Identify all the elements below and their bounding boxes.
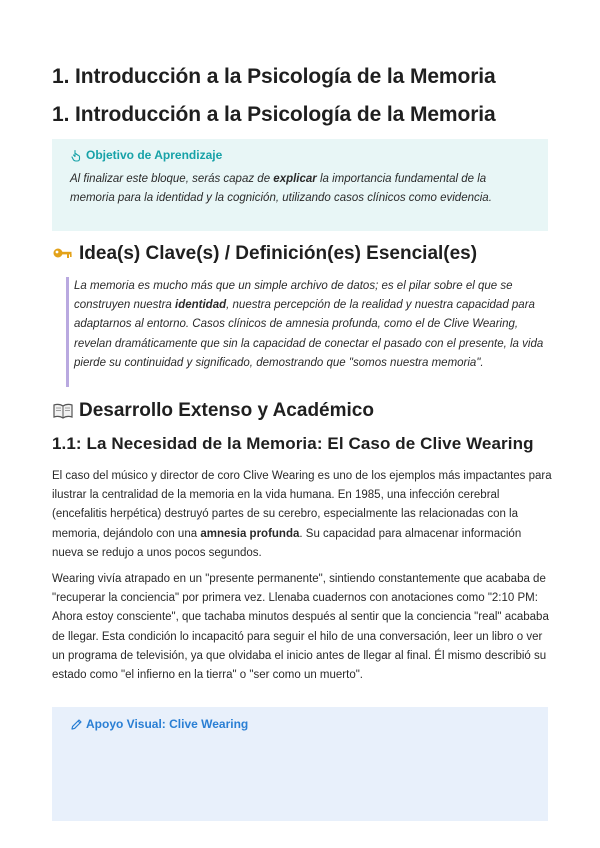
- section-subheading: 1.1: La Necesidad de la Memoria: El Caso de Clive Wearing: [52, 434, 534, 453]
- objective-text-part: la importancia fundamental de la memoria para la identidad y la cognición, utilizando casos clínicos como evidencia.: [70, 173, 492, 204]
- pointing-hand-icon: [70, 149, 83, 162]
- page-title-repeat: 1. Introducción a la Psicología de la Memoria: [52, 103, 496, 126]
- objective-box: [52, 139, 548, 231]
- quote-text-bold: identidad: [175, 299, 227, 312]
- objective-title: Objetivo de Aprendizaje: [86, 148, 223, 162]
- objective-text-part: Al finalizar este bloque, serás capaz de: [70, 173, 274, 185]
- visual-support-title: Apoyo Visual: Clive Wearing: [86, 717, 249, 731]
- paragraph-text-part: . Su capacidad para almacenar información nueva se redujo a unos pocos segundos.: [52, 527, 522, 559]
- objective-text: [70, 170, 520, 208]
- key-ideas-quote: [66, 277, 546, 387]
- visual-support-box: [52, 707, 548, 821]
- key-ideas-heading: [52, 243, 477, 265]
- key-ideas-heading-text: Idea(s) Clave(s) / Definición(es) Esencial(es): [79, 243, 478, 264]
- paragraph-text-bold: amnesia profunda: [200, 527, 300, 540]
- visual-support-title-row: [70, 717, 548, 731]
- open-book-icon: [52, 402, 74, 420]
- paragraph-2: Wearing vivía atrapado en un "presente permanente", sintiendo constantemente que acababa de "recuperar la conciencia" por primera vez. Llenaba cuadernos con anotaciones como "2:10 PM: Ahora estoy consciente", que tachaba minutos después al sentir que la conciencia "real" acababa de llegar. Esta condición lo incapacitó para seguir el hilo de una conversación, leer un libro o ver un programa de televisión, ya que olvidaba el inicio antes de llegar al final. Él mismo describió su estado como "el infierno en la tierra" o "ser como un muerto".: [52, 573, 549, 682]
- objective-text-bold: explicar: [273, 173, 317, 185]
- quote-text-part: La memoria es mucho más que un simple archivo de datos; es el pilar sobre el que se construyen nuestra: [74, 280, 513, 312]
- development-heading-text: Desarrollo Extenso y Académico: [79, 400, 374, 421]
- paragraph-text-part: El caso del músico y director de coro Clive Wearing es uno de los ejemplos más impactantes para ilustrar la centralidad de la memoria en la vida humana. En 1985, una infección cerebral (encefalitis herpética) destruyó partes de su cerebro, especialmente las relacionadas con la memoria, dejándolo con una: [52, 470, 552, 540]
- paragraph-1: [52, 467, 552, 563]
- objective-title-row: [70, 148, 548, 162]
- pencil-icon: [70, 718, 83, 731]
- development-heading: [52, 400, 374, 422]
- key-icon: [52, 245, 74, 263]
- quote-text-part: , nuestra percepción de la realidad y nuestra capacidad para adaptarnos al entorno. Casos clínicos de amnesia profunda, como el de Clive Wearing, revelan dramáticamente que sin la capacidad de conectar el pasado con el presente, la vida pierde su continuidad y significado, demostrando que "somos nuestra memoria".: [74, 299, 544, 369]
- page-title: 1. Introducción a la Psicología de la Memoria: [52, 65, 496, 88]
